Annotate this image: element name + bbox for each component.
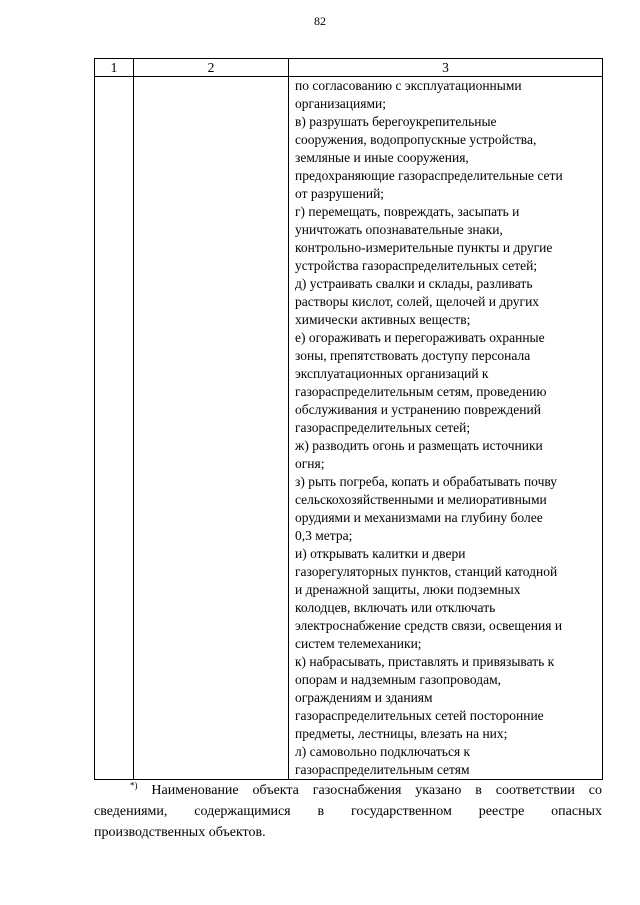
document-table xyxy=(94,58,603,780)
content-line: ограждениям и зданиям xyxy=(295,690,433,705)
content-line: газораспределительных сетей; xyxy=(295,420,471,435)
content-line: химически активных веществ; xyxy=(295,312,471,327)
footnote-line-3: производственных объектов. xyxy=(94,825,266,840)
content-line: устройства газораспределительных сетей; xyxy=(295,258,538,273)
column-1-cell xyxy=(95,77,134,780)
content-line: от разрушений; xyxy=(295,186,385,201)
table-header-row xyxy=(95,59,603,77)
content-line: растворы кислот, солей, щелочей и других xyxy=(295,294,540,309)
content-line: ж) разводить огонь и размещать источники xyxy=(295,438,543,453)
content-line: опорам и надземным газопроводам, xyxy=(295,672,501,687)
content-line: 0,3 метра; xyxy=(295,528,353,543)
content-line: в) разрушать берегоукрепительные xyxy=(295,114,497,129)
content-line: к) набрасывать, приставлять и привязывать к xyxy=(295,654,555,669)
footnote-line-2: сведениями, содержащимися в государственном реестре опасных xyxy=(94,804,602,819)
page-number: 82 xyxy=(314,14,326,28)
content-line: сооружения, водопропускные устройства, xyxy=(295,132,537,147)
content-line: д) устраивать свалки и склады, разливать xyxy=(295,276,533,291)
column-2-cell xyxy=(134,77,289,780)
table-row xyxy=(95,77,603,780)
content-line: газорегуляторных пунктов, станций катодной xyxy=(295,564,558,579)
content-line: сельскохозяйственными и мелиоративными xyxy=(295,492,547,507)
content-line: и дренажной защиты, люки подземных xyxy=(295,582,521,597)
content-line: предохраняющие газораспределительные сети xyxy=(295,168,563,183)
content-line: газораспределительных сетей посторонние xyxy=(295,708,544,723)
content-line: по согласованию с эксплуатационными xyxy=(295,78,522,93)
content-line: обслуживания и устранению повреждений xyxy=(295,402,541,417)
content-line: газораспределительным сетям xyxy=(295,762,470,777)
column-header-2: 2 xyxy=(134,59,289,77)
content-line: и) открывать калитки и двери xyxy=(295,546,466,561)
content-line: зоны, препятствовать доступу персонала xyxy=(295,348,531,363)
footnote-marker: *) xyxy=(130,780,138,791)
content-line: з) рыть погреба, копать и обрабатывать почву xyxy=(295,474,558,489)
content-line: е) огораживать и перегораживать охранные xyxy=(295,330,545,345)
content-line: земляные и иные сооружения, xyxy=(295,150,469,165)
content-line: огня; xyxy=(295,456,325,471)
content-line: орудиями и механизмами на глубину более xyxy=(295,510,543,525)
footnote-line-1 xyxy=(94,780,602,801)
content-line: уничтожать опознавательные знаки, xyxy=(295,222,503,237)
content-line: колодцев, включать или отключать xyxy=(295,600,496,615)
column-header-1: 1 xyxy=(95,59,134,77)
content-line: л) самовольно подключаться к xyxy=(295,744,471,759)
footnote xyxy=(94,780,602,843)
content-line: электроснабжение средств связи, освещения и xyxy=(295,618,563,633)
content-line: предметы, лестницы, влезать на них; xyxy=(295,726,508,741)
footnote-text-1: Наименование объекта газоснабжения указано в соответствии со xyxy=(151,783,602,798)
content-line: организациями; xyxy=(295,96,386,111)
content-line: газораспределительным сетям, проведению xyxy=(295,384,547,399)
content-line: систем телемеханики; xyxy=(295,636,422,651)
column-header-3: 3 xyxy=(289,59,603,77)
content-line: контрольно-измерительные пункты и другие xyxy=(295,240,553,255)
content-line: г) перемещать, повреждать, засыпать и xyxy=(295,204,520,219)
content-line: эксплуатационных организаций к xyxy=(295,366,489,381)
column-3-cell xyxy=(289,77,603,780)
